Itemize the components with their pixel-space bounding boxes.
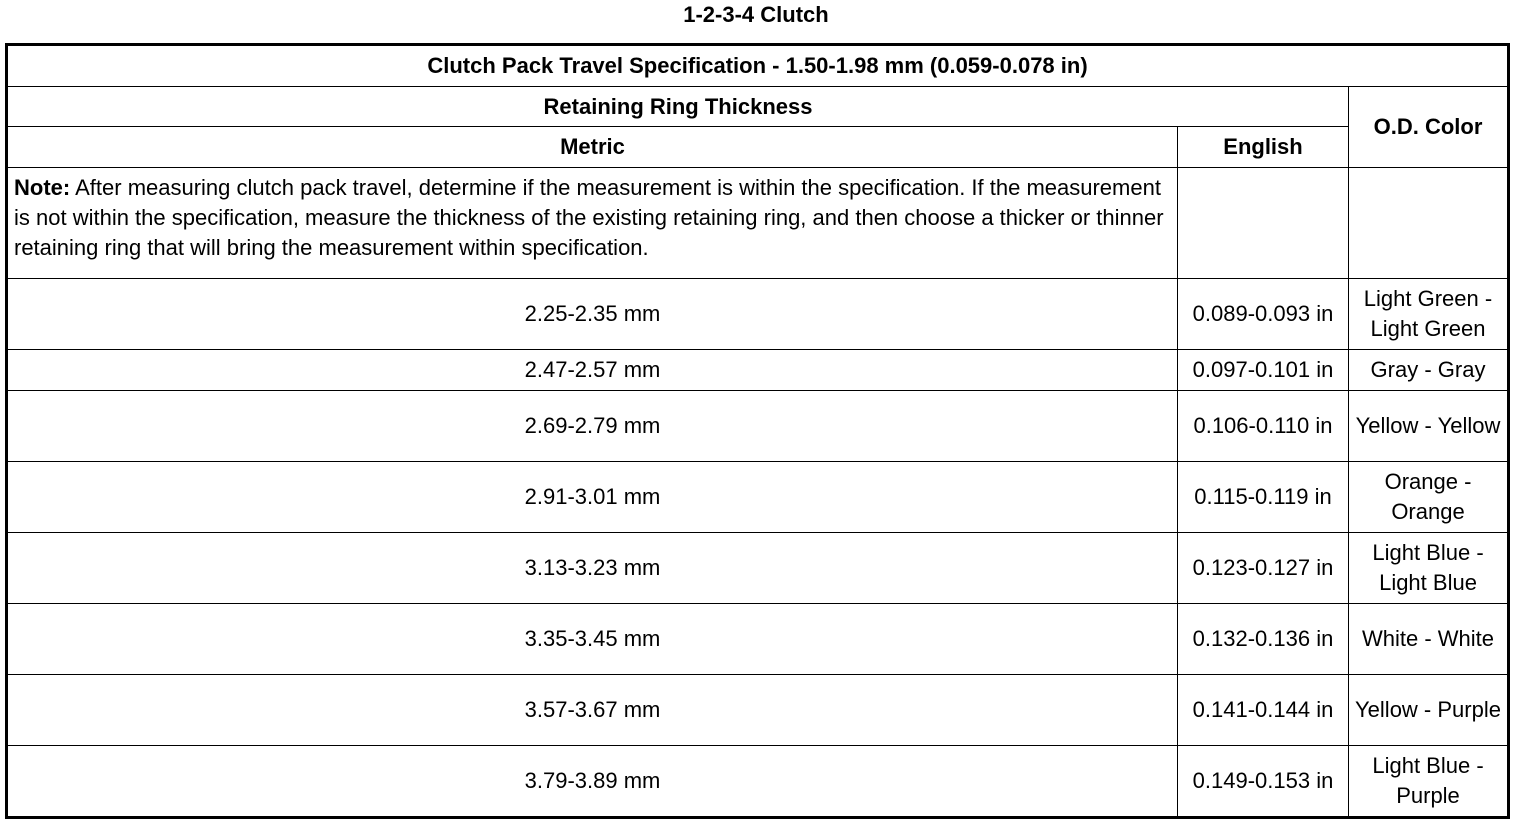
english-cell: 0.089-0.093 in bbox=[1178, 279, 1349, 350]
english-cell: 0.115-0.119 in bbox=[1178, 462, 1349, 533]
english-cell: 0.141-0.144 in bbox=[1178, 675, 1349, 746]
retaining-ring-table bbox=[5, 43, 1510, 819]
color-cell: Orange - Orange bbox=[1349, 462, 1509, 533]
color-cell: Light Blue - Light Blue bbox=[1349, 533, 1509, 604]
metric-cell: 2.25-2.35 mm bbox=[7, 279, 1178, 350]
english-cell: 0.132-0.136 in bbox=[1178, 604, 1349, 675]
metric-cell: 3.35-3.45 mm bbox=[7, 604, 1178, 675]
english-cell: 0.123-0.127 in bbox=[1178, 533, 1349, 604]
table-row bbox=[7, 604, 1509, 675]
spec-header: Clutch Pack Travel Specification - 1.50-1.98 mm (0.059-0.078 in) bbox=[7, 45, 1509, 87]
note-text: After measuring clutch pack travel, determine if the measurement is within the specification. If the measurement is not within the specification, measure the thickness of the existing retaining ring, and then choose a thicker or thinner retaining ring that will bring the measurement within specification. bbox=[14, 175, 1164, 260]
table-body bbox=[7, 45, 1509, 818]
color-cell: Yellow - Yellow bbox=[1349, 391, 1509, 462]
column-header-row bbox=[7, 127, 1509, 168]
metric-cell: 3.13-3.23 mm bbox=[7, 533, 1178, 604]
table-row bbox=[7, 462, 1509, 533]
table-row bbox=[7, 391, 1509, 462]
note-cell bbox=[7, 168, 1178, 279]
metric-cell: 2.91-3.01 mm bbox=[7, 462, 1178, 533]
english-header: English bbox=[1178, 127, 1349, 168]
english-cell: 0.106-0.110 in bbox=[1178, 391, 1349, 462]
table-row bbox=[7, 533, 1509, 604]
note-color-empty bbox=[1349, 168, 1509, 279]
metric-header: Metric bbox=[7, 127, 1178, 168]
color-cell: White - White bbox=[1349, 604, 1509, 675]
table-row bbox=[7, 675, 1509, 746]
ring-thickness-header: Retaining Ring Thickness bbox=[7, 87, 1349, 127]
od-color-header: O.D. Color bbox=[1349, 87, 1509, 168]
metric-cell: 3.79-3.89 mm bbox=[7, 746, 1178, 818]
ring-header-row bbox=[7, 87, 1509, 127]
note-row bbox=[7, 168, 1509, 279]
color-cell: Gray - Gray bbox=[1349, 350, 1509, 391]
note-english-empty bbox=[1178, 168, 1349, 279]
color-cell: Light Blue - Purple bbox=[1349, 746, 1509, 818]
table-row bbox=[7, 746, 1509, 818]
color-cell: Yellow - Purple bbox=[1349, 675, 1509, 746]
english-cell: 0.149-0.153 in bbox=[1178, 746, 1349, 818]
color-cell: Light Green - Light Green bbox=[1349, 279, 1509, 350]
english-cell: 0.097-0.101 in bbox=[1178, 350, 1349, 391]
note-label: Note: bbox=[14, 175, 71, 200]
spec-header-row bbox=[7, 45, 1509, 87]
metric-cell: 3.57-3.67 mm bbox=[7, 675, 1178, 746]
table-row bbox=[7, 279, 1509, 350]
table-row bbox=[7, 350, 1509, 391]
page-title: 1-2-3-4 Clutch bbox=[683, 2, 829, 27]
metric-cell: 2.69-2.79 mm bbox=[7, 391, 1178, 462]
metric-cell: 2.47-2.57 mm bbox=[7, 350, 1178, 391]
